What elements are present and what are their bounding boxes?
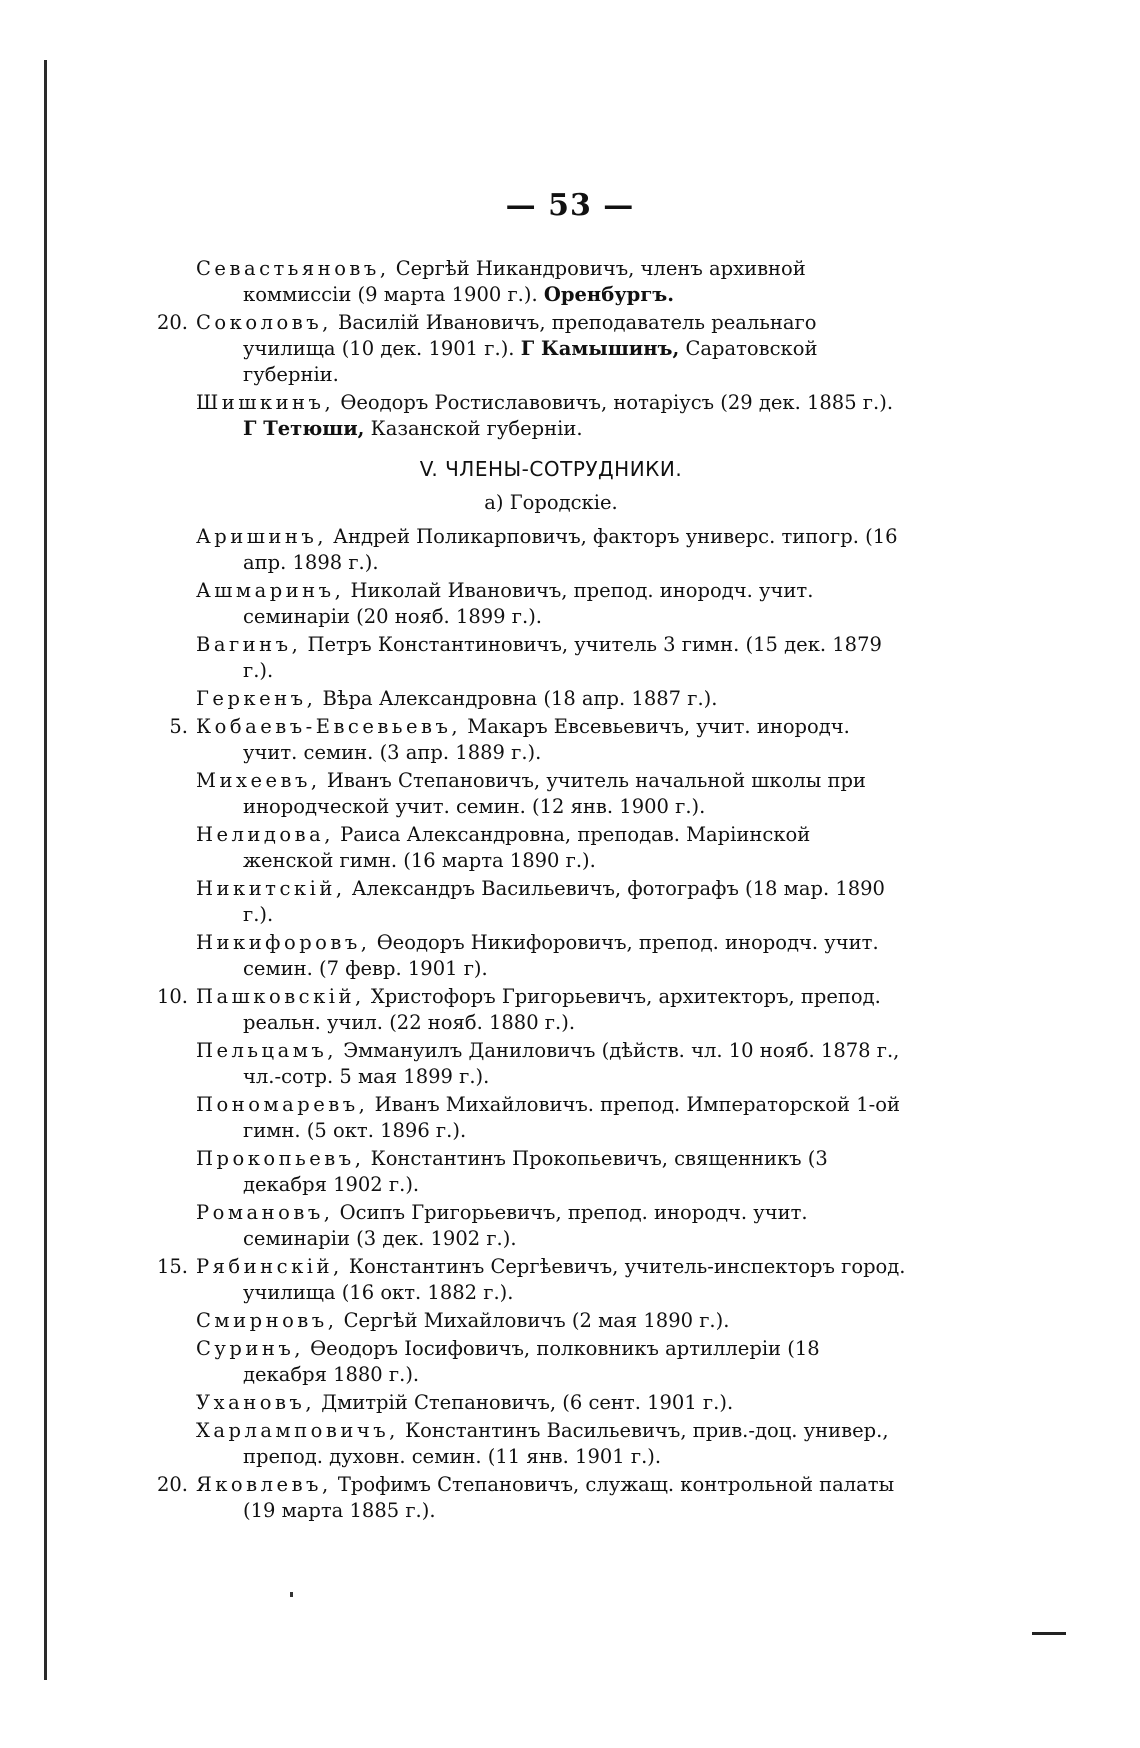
list-entry — [196, 686, 906, 712]
entry-city: Г Камышинъ, — [520, 337, 680, 360]
entry-surname: Аришинъ, — [196, 525, 327, 548]
entry-surname: Михеевъ, — [196, 769, 321, 792]
entry-details: Александръ Васильевичъ, фотографъ (18 мар. 1890 г.). — [243, 877, 885, 926]
list-entry — [169, 714, 906, 766]
entry-surname: Никитскій, — [196, 877, 346, 900]
entry-number: 10. — [156, 985, 188, 1008]
list-entry — [196, 1092, 906, 1144]
entry-surname: Ухановъ, — [196, 1391, 316, 1414]
entry-surname: Яковлевъ, — [196, 1473, 332, 1496]
list-entry — [156, 1254, 906, 1306]
list-entry — [196, 524, 906, 576]
page-number: — 53 — — [505, 188, 635, 223]
entry-surname: Рябинскій, — [196, 1255, 343, 1278]
list-entry — [156, 984, 906, 1036]
list-entry — [196, 876, 906, 928]
entry-details: Макаръ Евсевьевичъ, учит. инородч. учит. семин. (3 апр. 1889 г.). — [243, 715, 850, 764]
entry-surname: Кобаевъ-Евсевьевъ, — [196, 715, 462, 738]
scan-artifact-dash — [1032, 1632, 1066, 1635]
subsection-title: а) Городскіе. — [484, 491, 618, 514]
entry-city: Г Тетюши, — [243, 417, 365, 440]
scan-artifact-dot — [290, 1592, 293, 1597]
entry-details: Сергѣй Михайловичъ (2 мая 1890 г.). — [337, 1309, 730, 1332]
entry-region: Саратовской губерніи. — [243, 337, 818, 386]
entry-number: 20. — [156, 311, 188, 334]
entry-surname: Нелидова, — [196, 823, 334, 846]
entry-surname: Соколовъ, — [196, 311, 332, 334]
list-entry — [196, 1390, 906, 1416]
list-entry — [196, 1038, 906, 1090]
entry-details: Ѳеодоръ Ростиславовичъ, нотаріусъ (29 дек. 1885 г.). — [334, 391, 894, 414]
entry-details: Раиса Александровна, преподав. Маріинской женской гимн. (16 марта 1890 г.). — [243, 823, 811, 872]
entry-number: 15. — [156, 1255, 188, 1278]
list-entry — [196, 768, 906, 820]
members-list-continued — [156, 254, 906, 1524]
entry-surname: Севастьяновъ, — [196, 257, 390, 280]
list-entry — [196, 822, 906, 874]
list-entry — [196, 1418, 906, 1470]
list-entry — [196, 1146, 906, 1198]
entry-details: Сергѣй Никандровичъ, членъ архивной коммиссіи (9 марта 1900 г.). — [243, 257, 806, 306]
entry-details: Петръ Константиновичъ, учитель 3 гимн. (15 дек. 1879 г.). — [243, 633, 882, 682]
list-entry — [196, 390, 906, 442]
entry-details: Константинъ Сергѣевичъ, учитель-инспекторъ город. училища (16 окт. 1882 г.). — [243, 1255, 906, 1304]
entry-details: Константинъ Васильевичъ, прив.-доц. универ., препод. духовн. семин. (11 янв. 1901 г.). — [243, 1419, 889, 1468]
entry-surname: Вагинъ, — [196, 633, 302, 656]
entry-details: Николай Ивановичъ, препод. инородч. учит. семинаріи (20 нояб. 1899 г.). — [243, 579, 814, 628]
entry-number: 5. — [169, 715, 188, 738]
entry-number: 20. — [156, 1473, 188, 1496]
entry-details: Трофимъ Степановичъ, служащ. контрольной палаты (19 марта 1885 г.). — [243, 1473, 895, 1522]
entry-details: Осипъ Григорьевичъ, препод. инородч. учит. семинаріи (3 дек. 1902 г.). — [243, 1201, 808, 1250]
entry-details: Андрей Поликарповичъ, факторъ универс. типогр. (16 апр. 1898 г.). — [243, 525, 898, 574]
entry-surname: Смирновъ, — [196, 1309, 338, 1332]
entries-part1 — [156, 256, 906, 442]
entry-city: Оренбургъ. — [543, 283, 675, 306]
entry-region: Казанской губерніи. — [364, 417, 583, 440]
entry-details: Иванъ Степановичъ, учитель начальной школы при инородческой учит. семин. (12 янв. 1900 г.). — [243, 769, 866, 818]
list-entry — [156, 310, 906, 388]
entry-surname: Ашмаринъ, — [196, 579, 345, 602]
entry-details: Иванъ Михайловичъ. препод. Императорской 1-ой гимн. (5 окт. 1896 г.). — [243, 1093, 900, 1142]
entry-surname: Никифоровъ, — [196, 931, 371, 954]
list-entry — [196, 1308, 906, 1334]
entry-details: Ѳеодоръ Іосифовичъ, полковникъ артиллеріи (18 декабря 1880 г.). — [243, 1337, 820, 1386]
section-title: V. ЧЛЕНЫ-СОТРУДНИКИ. — [419, 457, 683, 481]
entry-surname: Пономаревъ, — [196, 1093, 369, 1116]
entry-surname: Романовъ, — [196, 1201, 334, 1224]
list-entry — [196, 1200, 906, 1252]
entry-surname: Прокопьевъ, — [196, 1147, 365, 1170]
entry-details: Эммануилъ Даниловичъ (дѣйств. чл. 10 нояб. 1878 г., чл.-сотр. 5 мая 1899 г.). — [243, 1039, 900, 1088]
entry-surname: Пашковскій, — [196, 985, 365, 1008]
entry-details: Константинъ Прокопьевичъ, священникъ (3 декабря 1902 г.). — [243, 1147, 828, 1196]
entry-details: Христофоръ Григорьевичъ, архитекторъ, препод. реальн. учил. (22 нояб. 1880 г.). — [243, 985, 881, 1034]
list-entry — [196, 632, 906, 684]
entry-surname: Суринъ, — [196, 1337, 304, 1360]
list-entry — [196, 256, 906, 308]
entry-details: Василій Ивановичъ, преподаватель реальнаго училища (10 дек. 1901 г.). — [243, 311, 817, 360]
list-entry — [196, 578, 906, 630]
list-entry — [196, 1336, 906, 1388]
entry-surname: Геркенъ, — [196, 687, 317, 710]
entry-details: Дмитрій Степановичъ, (6 сент. 1901 г.). — [315, 1391, 734, 1414]
entry-surname: Пельцамъ, — [196, 1039, 337, 1062]
list-entry — [196, 930, 906, 982]
entry-details: Ѳеодоръ Никифоровичъ, препод. инородч. учит. семин. (7 февр. 1901 г). — [243, 931, 879, 980]
list-entry — [156, 1472, 906, 1524]
page-edge-line — [44, 60, 47, 1680]
entry-details: Вѣра Александровна (18 апр. 1887 г.). — [316, 687, 718, 710]
entry-surname: Шишкинъ, — [196, 391, 335, 414]
entries-part2 — [156, 524, 906, 1524]
entry-surname: Харламповичъ, — [196, 1419, 399, 1442]
